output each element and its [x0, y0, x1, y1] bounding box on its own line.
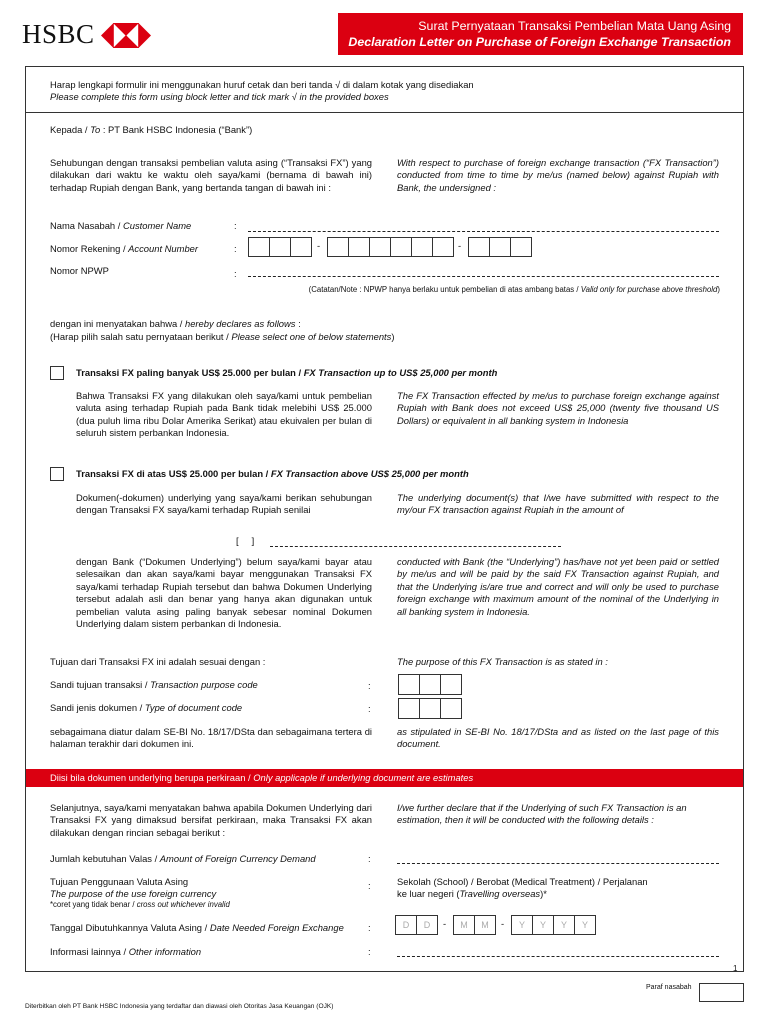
digit-box[interactable]: [327, 237, 349, 257]
declares-line-2-end: ): [391, 331, 395, 342]
use-options-line-2: [397, 888, 727, 900]
use-label-en: The purpose of the use foreign currency: [50, 888, 217, 899]
use-note-id: *coret yang tidak benar /: [50, 900, 137, 909]
colon: :: [368, 946, 371, 957]
estimates-intro-en: I/we further declare that if the Underlying of such FX Transaction is an estimation, then it will be conducted with the following details :: [397, 802, 687, 826]
code-box[interactable]: [419, 674, 441, 695]
date-year-boxes[interactable]: [511, 915, 595, 935]
option-2-body1-id: Dokumen(-dokumen) underlying yang saya/kami berikan sehubungan dengan Transaksi FX saya/kami terhadap Rupiah senilai: [76, 492, 372, 516]
digit-box[interactable]: [369, 237, 391, 257]
declares-line-1: [50, 318, 301, 330]
other-info-field[interactable]: [397, 956, 719, 957]
use-options-line-2a: ke luar negeri (: [397, 888, 460, 900]
colon: :: [368, 880, 371, 891]
account-number-label-en: Account Number: [128, 243, 198, 254]
code-box[interactable]: [440, 698, 462, 719]
colon: :: [234, 220, 237, 231]
date-needed-label: [50, 922, 344, 934]
year-box[interactable]: Y: [532, 915, 554, 935]
estimates-banner-en: Only applicaple if underlying document are estimates: [253, 772, 474, 783]
declares-line-1-id: dengan ini menyatakan bahwa /: [50, 318, 185, 329]
other-info-label-en: Other information: [128, 946, 202, 957]
option-1-title-id: Transaksi FX paling banyak US$ 25.000 per bulan /: [76, 367, 304, 378]
instructions-id: Harap lengkapi formulir ini menggunakan huruf cetak dan beri tanda √ di dalam kotak yang disediakan: [50, 79, 474, 90]
to-value: : PT Bank HSBC Indonesia (“Bank”): [100, 124, 253, 135]
day-box[interactable]: D: [416, 915, 438, 935]
declares-line-2: [50, 331, 394, 343]
npwp-note: [246, 285, 720, 295]
amount-demand-label-id: Jumlah kebutuhan Valas /: [50, 853, 160, 864]
customer-name-label-en: Customer Name: [122, 220, 192, 231]
date-month-boxes[interactable]: [453, 915, 495, 935]
estimates-intro-id: Selanjutnya, saya/kami menyatakan bahwa apabila Dokumen Underlying dari Transaksi FX yang dimaksud bersifat perkiraan, maka Transaksi FX akan dilakukan dengan rincian sebagai berikut :: [50, 802, 372, 838]
account-number-group-2[interactable]: [327, 237, 453, 257]
option-2-body1-en: The underlying document(s) that I/we have submitted with respect to the my/our FX transaction against Rupiah in the amount of: [397, 492, 719, 516]
regulation-id: sebagaimana diatur dalam SE-BI No. 18/17/DSta dan sebagaimana tertera di halaman terakhir dari dokumen ini.: [50, 726, 372, 750]
date-separator: -: [501, 918, 505, 929]
to-label-en: To: [90, 124, 101, 135]
currency-bracket: [ ]: [236, 535, 255, 546]
digit-box[interactable]: [411, 237, 433, 257]
use-options-line-2b: Travelling overseas: [459, 888, 541, 900]
code-box[interactable]: [440, 674, 462, 695]
account-number-label-id: Nomor Rekening /: [50, 243, 129, 254]
separator: -: [317, 240, 321, 251]
year-box[interactable]: Y: [511, 915, 533, 935]
paraf-box[interactable]: [699, 983, 744, 1002]
estimates-banner-id: Diisi bila dokumen underlying berupa perkiraan /: [50, 772, 254, 783]
colon: :: [368, 703, 371, 714]
npwp-note-id: (Catatan/Note : NPWP hanya berlaku untuk pembelian di atas ambang batas /: [308, 285, 581, 294]
code-box[interactable]: [398, 698, 420, 719]
digit-box[interactable]: [248, 237, 270, 257]
option-1-body-en: The FX Transaction effected by me/us to purchase foreign exchange against Rupiah with Bank does not exceed US$ 25,000 (twenty five thousand US Dollars) or equivalent in all banking system in Indonesia: [397, 390, 719, 426]
year-box[interactable]: Y: [553, 915, 575, 935]
option-1-checkbox[interactable]: [50, 366, 64, 380]
declares-line-1-end: :: [295, 318, 301, 329]
purpose-code-label-id: Sandi tujuan transaksi /: [50, 679, 151, 690]
issuer-note: Diterbitkan oleh PT Bank HSBC Indonesia yang terdaftar dan diawasi oleh Otoritas Jasa Keuangan (OJK): [25, 1003, 334, 1010]
year-box[interactable]: Y: [574, 915, 596, 935]
digit-box[interactable]: [348, 237, 370, 257]
option-1-title-en: FX Transaction up to US$ 25,000 per month: [303, 367, 498, 378]
amount-demand-label: [50, 853, 316, 865]
npwp-label: Nomor NPWP: [50, 265, 109, 276]
colon: :: [368, 922, 371, 933]
purpose-code-label: [50, 679, 258, 691]
other-info-label-id: Informasi lainnya /: [50, 946, 129, 957]
account-number-group-1[interactable]: [248, 237, 311, 257]
customer-name-field[interactable]: [248, 231, 719, 232]
option-2-checkbox[interactable]: [50, 467, 64, 481]
document-code-label-id: Sandi jenis dokumen /: [50, 702, 145, 713]
paraf-label: Paraf nasabah: [646, 984, 692, 991]
intro-id: Sehubungan dengan transaksi pembelian valuta asing (“Transaksi FX”) yang dilakukan dari waktu ke waktu oleh saya/kami (bernama di bawah ini) terhadap Rupiah dengan Bank, yang bertanda tangan di bawah ini :: [50, 157, 372, 193]
colon: :: [368, 680, 371, 691]
account-number-group-3[interactable]: [468, 237, 531, 257]
title-indonesian: Surat Pernyataan Transaksi Pembelian Mata Uang Asing: [418, 19, 731, 33]
code-box[interactable]: [419, 698, 441, 719]
amount-field[interactable]: [270, 546, 561, 547]
document-code-boxes[interactable]: [398, 698, 461, 719]
code-box[interactable]: [398, 674, 420, 695]
purpose-intro-id: Tujuan dari Transaksi FX ini adalah sesuai dengan :: [50, 656, 266, 667]
option-1-body-id: Bahwa Transaksi FX yang dilakukan oleh saya/kami untuk pembelian valuta asing terhadap Rupiah pada Bank tidak melebihi US$ 25.000 (dua puluh lima ribu Dolar Amerika Serikat) atau ekuivalen per bulan di seluruh sistem perbankan Indonesia.: [76, 390, 372, 439]
npwp-note-en: Valid only for purchase above threshold: [580, 285, 718, 294]
customer-name-label: [50, 220, 191, 232]
estimates-banner: [26, 769, 743, 787]
separator: -: [458, 240, 462, 251]
instructions: [50, 79, 730, 104]
day-box[interactable]: D: [395, 915, 417, 935]
page-number: 1: [733, 964, 738, 973]
colon: :: [234, 243, 237, 254]
account-number-label: [50, 243, 198, 255]
digit-box[interactable]: [468, 237, 490, 257]
use-label-id: Tujuan Penggunaan Valuta Asing: [50, 876, 189, 887]
intro-en: With respect to purchase of foreign exchange transaction (“FX Transaction”) conducted from time to time by me/us (named below) against Rupiah with Bank, the undersigned :: [397, 157, 719, 193]
document-code-label: [50, 702, 242, 714]
instructions-en: Please complete this form using block letter and tick mark √ in the provided boxes: [50, 91, 389, 103]
option-2-title: [76, 468, 469, 480]
regulation-en: as stipulated in SE-BI No. 18/17/DSta and as listed on the last page of this document.: [397, 726, 719, 750]
declares-line-1-en: hereby declares as follows: [185, 318, 296, 329]
title-english: Declaration Letter on Purchase of Foreign Exchange Transaction: [348, 35, 731, 49]
digit-box[interactable]: [390, 237, 412, 257]
use-options-line-1: Sekolah (School) / Berobat (Medical Treatment) / Perjalanan: [397, 876, 648, 887]
main-frame: [25, 112, 744, 770]
digit-box[interactable]: [269, 237, 291, 257]
digit-box[interactable]: [432, 237, 454, 257]
amount-demand-field[interactable]: [397, 863, 719, 864]
use-note-en: cross out whichever invalid: [136, 900, 230, 909]
amount-demand-label-en: Amount of Foreign Currency Demand: [159, 853, 316, 864]
colon: :: [234, 268, 237, 279]
digit-box[interactable]: [510, 237, 532, 257]
npwp-note-close: ): [717, 285, 720, 294]
digit-box[interactable]: [290, 237, 312, 257]
purpose-intro-en: The purpose of this FX Transaction is as stated in :: [397, 656, 608, 667]
document-code-label-en: Type of document code: [144, 702, 243, 713]
month-box[interactable]: M: [474, 915, 496, 935]
customer-name-label-id: Nama Nasabah /: [50, 220, 123, 231]
estimates-frame: [25, 769, 744, 972]
declares-line-2-en: Please select one of below statements: [231, 331, 392, 342]
option-2-title-id: Transaksi FX di atas US$ 25.000 per bulan /: [76, 468, 271, 479]
use-options-line-2c: )*: [540, 888, 547, 900]
purpose-code-boxes[interactable]: [398, 674, 461, 695]
npwp-field[interactable]: [248, 276, 719, 277]
date-needed-label-id: Tanggal Dibutuhkannya Valuta Asing /: [50, 922, 210, 933]
purpose-code-label-en: Transaction purpose code: [150, 679, 258, 690]
date-needed-label-en: Date Needed Foreign Exchange: [209, 922, 344, 933]
logo-text: HSBC: [22, 19, 95, 50]
declares-line-2-id: (Harap pilih salah satu pernyataan berikut /: [50, 331, 232, 342]
option-2-title-en: FX Transaction above US$ 25,000 per month: [270, 468, 469, 479]
form-title-banner: [338, 13, 743, 55]
digit-box[interactable]: [489, 237, 511, 257]
addressee: [50, 124, 252, 136]
use-note: [50, 900, 230, 910]
date-separator: -: [443, 918, 447, 929]
to-label-id: Kepada /: [50, 124, 91, 135]
use-options[interactable]: [397, 876, 727, 901]
hexagon-logo-icon: [101, 23, 151, 48]
option-2-body2-id: dengan Bank (“Dokumen Underlying”) belum saya/kami bayar atau selesaikan dan akan saya/kami bayar menggunakan Transaksi FX saya/kami terhadap Rupiah tersebut dan bahwa Dokumen Underlying tersebut adalah asli dan benar yang hanya akan digunakan untuk pembelian valuta asing paling banyak sebesar nominal Dokumen Underlying dalam sistem perbankan di Indonesia.: [76, 556, 372, 630]
other-info-label: [50, 946, 201, 958]
option-1-title: [76, 367, 497, 379]
colon: :: [368, 853, 371, 864]
date-day-boxes[interactable]: [395, 915, 437, 935]
month-box[interactable]: M: [453, 915, 475, 935]
hsbc-logo: [22, 20, 151, 50]
option-2-body2-en: conducted with Bank (the “Underlying”) has/have not yet been paid or settled by me/us and will be paid by the said FX Transaction against Rupiah, and that the Underlying is/are true and correct and will only be used to purchase foreign exchange with maximum amount of the nominal of the Underlying in all banking system in Indonesia.: [397, 556, 719, 617]
